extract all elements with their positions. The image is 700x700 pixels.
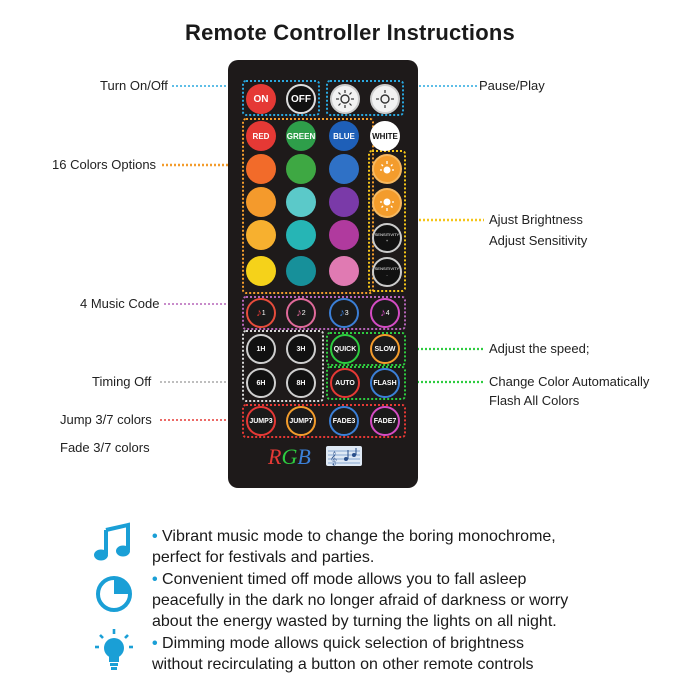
feature-bullet-timer: • Convenient timed off mode allows you to fall asleep peacefully in the dark no longer afraid of darkness or worry about the energy wasted by turning the lights on all night. bbox=[152, 571, 569, 630]
sensitivity-down-button[interactable]: SENSITIVITY - bbox=[372, 257, 402, 287]
timer-8h-button[interactable]: 8H bbox=[286, 368, 316, 398]
timer-6h-button[interactable]: 6H bbox=[246, 368, 276, 398]
color-button-red[interactable]: RED bbox=[246, 121, 276, 151]
lightbulb-icon bbox=[94, 628, 134, 677]
label-fade: Fade 3/7 colors bbox=[60, 440, 150, 455]
page-title: Remote Controller Instructions bbox=[185, 20, 515, 45]
music-mode-2-button[interactable]: ♪ 2 bbox=[286, 298, 316, 328]
brightness-up-button[interactable] bbox=[372, 154, 402, 184]
label-speed: Adjust the speed; bbox=[489, 341, 590, 356]
label-brightness: Ajust Brightness bbox=[489, 212, 583, 227]
brightness-down-button[interactable] bbox=[372, 188, 402, 218]
svg-text:𝄞: 𝄞 bbox=[330, 451, 338, 465]
music-mode-3-button[interactable]: ♪ 3 bbox=[329, 298, 359, 328]
flash-button[interactable]: FLASH bbox=[370, 368, 400, 398]
auto-button[interactable]: AUTO bbox=[330, 368, 360, 398]
remote-control bbox=[228, 60, 418, 488]
color-button-white[interactable]: WHITE bbox=[370, 121, 400, 151]
label-turn-on-off: Turn On/Off bbox=[100, 78, 168, 93]
label-sensitivity: Adjust Sensitivity bbox=[489, 233, 588, 248]
rgb-logo: RGB bbox=[268, 444, 311, 469]
mode-button[interactable] bbox=[370, 84, 400, 114]
sun-up-icon bbox=[378, 160, 396, 178]
label-change-color: Change Color Automatically bbox=[489, 374, 650, 389]
pause-play-button[interactable] bbox=[330, 84, 360, 114]
sun-down-icon bbox=[378, 194, 396, 212]
music-note-icon: ♪ bbox=[256, 307, 262, 319]
color-button[interactable] bbox=[329, 187, 359, 217]
feature-bullet-music: • Vibrant music mode to change the boring monochrome, perfect for festivals and parties. bbox=[152, 528, 556, 566]
music-mode-4-button[interactable]: ♪ 4 bbox=[370, 298, 400, 328]
on-button[interactable]: ON bbox=[246, 84, 276, 114]
music-note-icon: ♪ bbox=[380, 307, 386, 319]
music-note-icon: ♪ bbox=[339, 307, 345, 319]
music-note-icon: ♪ bbox=[296, 307, 302, 319]
color-button-blue[interactable]: BLUE bbox=[329, 121, 359, 151]
timer-3h-button[interactable]: 3H bbox=[286, 334, 316, 364]
fade7-button[interactable]: FADE7 bbox=[370, 406, 400, 436]
music-note-icon bbox=[92, 522, 134, 569]
sun-outline-icon bbox=[375, 89, 395, 109]
color-button[interactable] bbox=[329, 256, 359, 286]
color-button[interactable] bbox=[246, 220, 276, 250]
off-button[interactable]: OFF bbox=[286, 84, 316, 114]
color-button[interactable] bbox=[246, 256, 276, 286]
color-button[interactable] bbox=[246, 187, 276, 217]
label-music: 4 Music Code bbox=[80, 296, 160, 311]
label-timing: Timing Off bbox=[92, 374, 152, 389]
quick-button[interactable]: QUICK bbox=[330, 334, 360, 364]
music-staff-icon bbox=[326, 446, 362, 466]
color-button[interactable] bbox=[329, 154, 359, 184]
color-button[interactable] bbox=[286, 154, 316, 184]
fade3-button[interactable]: FADE3 bbox=[329, 406, 359, 436]
slow-button[interactable]: SLOW bbox=[370, 334, 400, 364]
music-mode-1-button[interactable]: ♪ 1 bbox=[246, 298, 276, 328]
timer-1h-button[interactable]: 1H bbox=[246, 334, 276, 364]
color-button[interactable] bbox=[286, 256, 316, 286]
label-pause-play: Pause/Play bbox=[479, 78, 545, 93]
sun-outline-icon bbox=[335, 89, 355, 109]
sensitivity-up-button[interactable]: SENSITIVITY + bbox=[372, 223, 402, 253]
timer-icon bbox=[93, 573, 135, 620]
music-staff-logo bbox=[326, 446, 362, 466]
label-flash: Flash All Colors bbox=[489, 393, 580, 408]
feature-bullet-dimming: • Dimming mode allows quick selection of brightness without recirculating a button on other remote controls bbox=[152, 635, 534, 673]
jump7-button[interactable]: JUMP7 bbox=[286, 406, 316, 436]
label-jump: Jump 3/7 colors bbox=[60, 412, 152, 427]
color-button[interactable] bbox=[286, 220, 316, 250]
color-button-green[interactable]: GREEN bbox=[286, 121, 316, 151]
color-button[interactable] bbox=[246, 154, 276, 184]
color-button[interactable] bbox=[286, 187, 316, 217]
jump3-button[interactable]: JUMP3 bbox=[246, 406, 276, 436]
color-button[interactable] bbox=[329, 220, 359, 250]
label-colors: 16 Colors Options bbox=[52, 157, 157, 172]
